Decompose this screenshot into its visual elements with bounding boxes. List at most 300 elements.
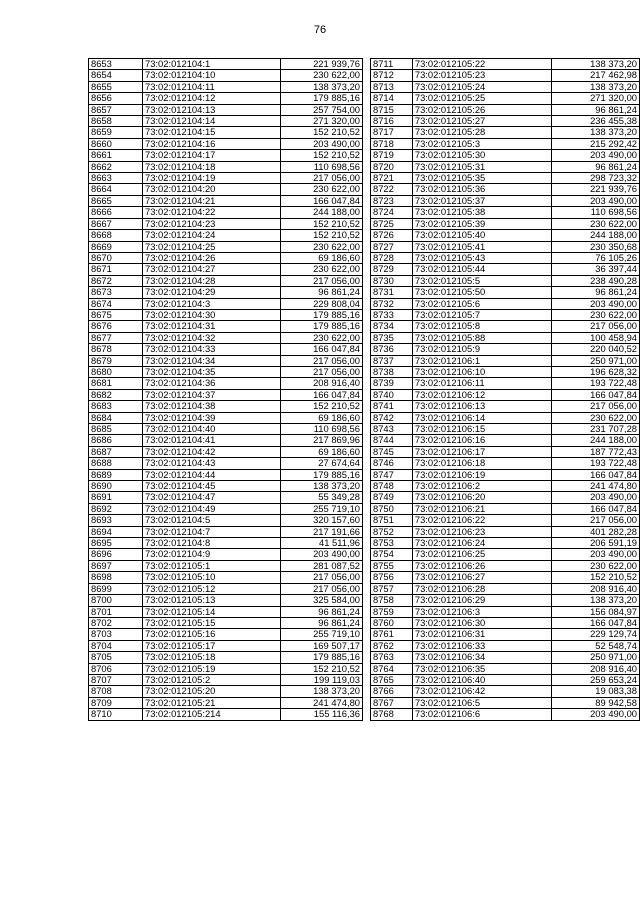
- row-number: 8719: [371, 150, 413, 161]
- cadastral-number: 73:02:012105:2: [143, 674, 281, 685]
- value-cell: 298 723,32: [552, 173, 640, 184]
- table-row: [371, 264, 640, 275]
- cadastral-number: 73:02:012105:44: [412, 264, 551, 275]
- value-cell: 217 056,00: [552, 401, 640, 412]
- table-row: [371, 275, 640, 286]
- row-number: 8664: [89, 184, 143, 195]
- table-row: [89, 492, 363, 503]
- left-table-body: [89, 59, 363, 721]
- value-cell: 271 320,00: [552, 93, 640, 104]
- cadastral-number: 73:02:012106:31: [412, 629, 551, 640]
- row-number: 8690: [89, 481, 143, 492]
- row-number: 8660: [89, 138, 143, 149]
- value-cell: 138 373,20: [281, 686, 363, 697]
- row-number: 8679: [89, 355, 143, 366]
- table-row: [371, 230, 640, 241]
- value-cell: 179 885,16: [281, 93, 363, 104]
- table-row: [371, 458, 640, 469]
- table-row: [89, 560, 363, 571]
- value-cell: 89 942,58: [552, 697, 640, 708]
- value-cell: 259 653,24: [552, 674, 640, 685]
- row-number: 8682: [89, 389, 143, 400]
- value-cell: 166 047,84: [281, 195, 363, 206]
- cadastral-number: 73:02:012106:18: [412, 458, 551, 469]
- row-number: 8705: [89, 652, 143, 663]
- row-number: 8740: [371, 389, 413, 400]
- cadastral-number: 73:02:012104:27: [143, 264, 281, 275]
- cadastral-number: 73:02:012106:35: [412, 663, 551, 674]
- value-cell: 241 474,80: [552, 481, 640, 492]
- row-number: 8655: [89, 81, 143, 92]
- row-number: 8757: [371, 583, 413, 594]
- cadastral-number: 73:02:012104:31: [143, 321, 281, 332]
- value-cell: 230 622,00: [281, 332, 363, 343]
- value-cell: 203 490,00: [552, 709, 640, 720]
- row-number: 8755: [371, 560, 413, 571]
- cadastral-number: 73:02:012104:20: [143, 184, 281, 195]
- value-cell: 206 591,19: [552, 538, 640, 549]
- table-row: [371, 298, 640, 309]
- cadastral-number: 73:02:012104:35: [143, 366, 281, 377]
- row-number: 8747: [371, 469, 413, 480]
- table-row: [371, 138, 640, 149]
- row-number: 8767: [371, 697, 413, 708]
- cadastral-number: 73:02:012106:34: [412, 652, 551, 663]
- value-cell: 217 462,98: [552, 70, 640, 81]
- table-row: [371, 207, 640, 218]
- value-cell: 138 373,20: [552, 127, 640, 138]
- value-cell: 244 188,00: [281, 207, 363, 218]
- cadastral-number: 73:02:012104:33: [143, 344, 281, 355]
- value-cell: 69 186,60: [281, 252, 363, 263]
- table-row: [371, 150, 640, 161]
- table-row: [89, 321, 363, 332]
- cadastral-number: 73:02:012104:21: [143, 195, 281, 206]
- row-number: 8696: [89, 549, 143, 560]
- cadastral-number: 73:02:012105:38: [412, 207, 551, 218]
- table-row: [371, 686, 640, 697]
- row-number: 8688: [89, 458, 143, 469]
- value-cell: 231 707,28: [552, 424, 640, 435]
- cadastral-number: 73:02:012106:30: [412, 617, 551, 628]
- value-cell: 236 455,38: [552, 116, 640, 127]
- value-cell: 110 698,56: [281, 161, 363, 172]
- table-row: [89, 332, 363, 343]
- row-number: 8717: [371, 127, 413, 138]
- row-number: 8758: [371, 595, 413, 606]
- value-cell: 208 916,40: [552, 663, 640, 674]
- table-row: [371, 412, 640, 423]
- row-number: 8661: [89, 150, 143, 161]
- cadastral-number: 73:02:012105:24: [412, 81, 551, 92]
- table-row: [371, 481, 640, 492]
- cadastral-number: 73:02:012106:14: [412, 412, 551, 423]
- cadastral-number: 73:02:012104:41: [143, 435, 281, 446]
- cadastral-number: 73:02:012104:38: [143, 401, 281, 412]
- table-row: [371, 617, 640, 628]
- cadastral-number: 73:02:012104:42: [143, 446, 281, 457]
- table-row: [371, 526, 640, 537]
- row-number: 8737: [371, 355, 413, 366]
- cadastral-number: 73:02:012106:26: [412, 560, 551, 571]
- row-number: 8738: [371, 366, 413, 377]
- cadastral-number: 73:02:012105:3: [412, 138, 551, 149]
- table-row: [89, 195, 363, 206]
- value-cell: 52 548,74: [552, 640, 640, 651]
- right-table-body: [371, 59, 640, 721]
- row-number: 8697: [89, 560, 143, 571]
- row-number: 8761: [371, 629, 413, 640]
- table-row: [89, 366, 363, 377]
- table-row: [89, 458, 363, 469]
- row-number: 8724: [371, 207, 413, 218]
- table-row: [371, 606, 640, 617]
- cadastral-number: 73:02:012104:26: [143, 252, 281, 263]
- table-row: [89, 264, 363, 275]
- value-cell: 203 490,00: [552, 492, 640, 503]
- cadastral-number: 73:02:012105:37: [412, 195, 551, 206]
- value-cell: 138 373,20: [281, 81, 363, 92]
- value-cell: 217 056,00: [281, 173, 363, 184]
- table-row: [89, 503, 363, 514]
- table-row: [371, 127, 640, 138]
- row-number: 8727: [371, 241, 413, 252]
- table-row: [89, 435, 363, 446]
- row-number: 8744: [371, 435, 413, 446]
- row-number: 8693: [89, 515, 143, 526]
- row-number: 8766: [371, 686, 413, 697]
- value-cell: 203 490,00: [281, 549, 363, 560]
- table-row: [371, 378, 640, 389]
- cadastral-number: 73:02:012106:22: [412, 515, 551, 526]
- value-cell: 217 191,66: [281, 526, 363, 537]
- row-number: 8673: [89, 287, 143, 298]
- table-row: [371, 595, 640, 606]
- table-row: [371, 503, 640, 514]
- row-number: 8677: [89, 332, 143, 343]
- cadastral-number: 73:02:012104:43: [143, 458, 281, 469]
- table-row: [371, 629, 640, 640]
- table-row: [89, 572, 363, 583]
- row-number: 8764: [371, 663, 413, 674]
- table-row: [89, 127, 363, 138]
- table-row: [371, 538, 640, 549]
- table-row: [371, 93, 640, 104]
- value-cell: 230 622,00: [281, 264, 363, 275]
- value-cell: 76 105,26: [552, 252, 640, 263]
- cadastral-number: 73:02:012106:19: [412, 469, 551, 480]
- cadastral-number: 73:02:012106:13: [412, 401, 551, 412]
- table-row: [89, 389, 363, 400]
- table-row: [89, 640, 363, 651]
- cadastral-number: 73:02:012104:16: [143, 138, 281, 149]
- value-cell: 36 397,44: [552, 264, 640, 275]
- value-cell: 203 490,00: [552, 150, 640, 161]
- table-row: [371, 184, 640, 195]
- row-number: 8742: [371, 412, 413, 423]
- value-cell: 203 490,00: [552, 549, 640, 560]
- row-number: 8721: [371, 173, 413, 184]
- value-cell: 96 861,24: [281, 606, 363, 617]
- table-row: [89, 298, 363, 309]
- table-row: [371, 355, 640, 366]
- value-cell: 152 210,52: [281, 127, 363, 138]
- value-cell: 229 808,04: [281, 298, 363, 309]
- cadastral-number: 73:02:012106:17: [412, 446, 551, 457]
- table-row: [371, 309, 640, 320]
- row-number: 8687: [89, 446, 143, 457]
- cadastral-number: 73:02:012106:27: [412, 572, 551, 583]
- row-number: 8695: [89, 538, 143, 549]
- table-row: [89, 309, 363, 320]
- value-cell: 69 186,60: [281, 446, 363, 457]
- value-cell: 196 628,32: [552, 366, 640, 377]
- table-row: [371, 173, 640, 184]
- value-cell: 230 622,00: [281, 184, 363, 195]
- row-number: 8745: [371, 446, 413, 457]
- value-cell: 208 916,40: [281, 378, 363, 389]
- row-number: 8715: [371, 104, 413, 115]
- row-number: 8671: [89, 264, 143, 275]
- cadastral-number: 73:02:012104:22: [143, 207, 281, 218]
- cadastral-number: 73:02:012104:39: [143, 412, 281, 423]
- value-cell: 230 622,00: [281, 241, 363, 252]
- value-cell: 96 861,24: [281, 617, 363, 628]
- value-cell: 230 622,00: [552, 309, 640, 320]
- row-number: 8707: [89, 674, 143, 685]
- cadastral-number: 73:02:012106:6: [412, 709, 551, 720]
- row-number: 8698: [89, 572, 143, 583]
- row-number: 8708: [89, 686, 143, 697]
- value-cell: 69 186,60: [281, 412, 363, 423]
- row-number: 8720: [371, 161, 413, 172]
- cadastral-number: 73:02:012105:6: [412, 298, 551, 309]
- cadastral-number: 73:02:012106:10: [412, 366, 551, 377]
- cadastral-number: 73:02:012105:25: [412, 93, 551, 104]
- row-number: 8723: [371, 195, 413, 206]
- table-row: [371, 697, 640, 708]
- cadastral-number: 73:02:012105:13: [143, 595, 281, 606]
- value-cell: 179 885,16: [281, 309, 363, 320]
- value-cell: 179 885,16: [281, 652, 363, 663]
- table-row: [89, 252, 363, 263]
- cadastral-number: 73:02:012104:17: [143, 150, 281, 161]
- value-cell: 193 722,48: [552, 378, 640, 389]
- cadastral-number: 73:02:012105:23: [412, 70, 551, 81]
- cadastral-number: 73:02:012105:35: [412, 173, 551, 184]
- table-row: [371, 424, 640, 435]
- table-row: [89, 70, 363, 81]
- row-number: 8659: [89, 127, 143, 138]
- table-row: [89, 515, 363, 526]
- cadastral-number: 73:02:012104:34: [143, 355, 281, 366]
- row-number: 8657: [89, 104, 143, 115]
- value-cell: 220 040,52: [552, 344, 640, 355]
- table-row: [89, 287, 363, 298]
- value-cell: 96 861,24: [552, 104, 640, 115]
- value-cell: 230 622,00: [552, 560, 640, 571]
- table-row: [89, 606, 363, 617]
- cadastral-number: 73:02:012105:10: [143, 572, 281, 583]
- cadastral-number: 73:02:012104:8: [143, 538, 281, 549]
- row-number: 8752: [371, 526, 413, 537]
- cadastral-number: 73:02:012105:8: [412, 321, 551, 332]
- row-number: 8718: [371, 138, 413, 149]
- value-cell: 257 754,00: [281, 104, 363, 115]
- value-cell: 138 373,20: [552, 81, 640, 92]
- table-row: [89, 378, 363, 389]
- row-number: 8735: [371, 332, 413, 343]
- cadastral-number: 73:02:012106:20: [412, 492, 551, 503]
- table-row: [89, 93, 363, 104]
- value-cell: 27 674,64: [281, 458, 363, 469]
- cadastral-number: 73:02:012104:37: [143, 389, 281, 400]
- row-number: 8734: [371, 321, 413, 332]
- value-cell: 217 056,00: [281, 366, 363, 377]
- cadastral-number: 73:02:012106:11: [412, 378, 551, 389]
- value-cell: 241 474,80: [281, 697, 363, 708]
- value-cell: 203 490,00: [552, 298, 640, 309]
- table-row: [89, 138, 363, 149]
- cadastral-number: 73:02:012106:16: [412, 435, 551, 446]
- cadastral-number: 73:02:012105:9: [412, 344, 551, 355]
- row-number: 8681: [89, 378, 143, 389]
- row-number: 8683: [89, 401, 143, 412]
- row-number: 8743: [371, 424, 413, 435]
- value-cell: 152 210,52: [281, 218, 363, 229]
- cadastral-number: 73:02:012104:28: [143, 275, 281, 286]
- cadastral-number: 73:02:012105:39: [412, 218, 551, 229]
- cadastral-number: 73:02:012104:11: [143, 81, 281, 92]
- table-row: [371, 195, 640, 206]
- cadastral-number: 73:02:012105:88: [412, 332, 551, 343]
- table-row: [371, 446, 640, 457]
- row-number: 8748: [371, 481, 413, 492]
- cadastral-number: 73:02:012104:44: [143, 469, 281, 480]
- value-cell: 217 056,00: [281, 275, 363, 286]
- table-row: [89, 481, 363, 492]
- cadastral-number: 73:02:012104:7: [143, 526, 281, 537]
- value-cell: 199 119,03: [281, 674, 363, 685]
- cadastral-number: 73:02:012105:43: [412, 252, 551, 263]
- value-cell: 100 458,94: [552, 332, 640, 343]
- table-row: [89, 686, 363, 697]
- table-row: [371, 321, 640, 332]
- cadastral-number: 73:02:012105:15: [143, 617, 281, 628]
- cadastral-number: 73:02:012105:40: [412, 230, 551, 241]
- row-number: 8670: [89, 252, 143, 263]
- table-row: [89, 344, 363, 355]
- cadastral-number: 73:02:012104:49: [143, 503, 281, 514]
- row-number: 8711: [371, 59, 413, 70]
- row-number: 8741: [371, 401, 413, 412]
- table-row: [89, 218, 363, 229]
- value-cell: 229 129,74: [552, 629, 640, 640]
- row-number: 8762: [371, 640, 413, 651]
- table-row: [371, 241, 640, 252]
- table-row: [89, 116, 363, 127]
- value-cell: 166 047,84: [552, 389, 640, 400]
- value-cell: 203 490,00: [552, 195, 640, 206]
- value-cell: 166 047,84: [552, 503, 640, 514]
- value-cell: 96 861,24: [281, 287, 363, 298]
- value-cell: 401 282,28: [552, 526, 640, 537]
- cadastral-number: 73:02:012105:16: [143, 629, 281, 640]
- table-row: [89, 104, 363, 115]
- row-number: 8763: [371, 652, 413, 663]
- row-number: 8667: [89, 218, 143, 229]
- table-row: [89, 709, 363, 720]
- table-row: [89, 469, 363, 480]
- table-row: [371, 252, 640, 263]
- cadastral-number: 73:02:012106:2: [412, 481, 551, 492]
- cadastral-number: 73:02:012106:15: [412, 424, 551, 435]
- cadastral-number: 73:02:012106:28: [412, 583, 551, 594]
- cadastral-number: 73:02:012104:47: [143, 492, 281, 503]
- cadastral-number: 73:02:012104:15: [143, 127, 281, 138]
- value-cell: 152 210,52: [281, 401, 363, 412]
- table-row: [89, 81, 363, 92]
- table-row: [371, 218, 640, 229]
- value-cell: 152 210,52: [281, 230, 363, 241]
- row-number: 8674: [89, 298, 143, 309]
- cadastral-number: 73:02:012105:30: [412, 150, 551, 161]
- cadastral-number: 73:02:012106:21: [412, 503, 551, 514]
- row-number: 8653: [89, 59, 143, 70]
- cadastral-number: 73:02:012106:40: [412, 674, 551, 685]
- table-row: [89, 583, 363, 594]
- cadastral-number: 73:02:012105:18: [143, 652, 281, 663]
- cadastral-number: 73:02:012104:5: [143, 515, 281, 526]
- cadastral-number: 73:02:012105:27: [412, 116, 551, 127]
- value-cell: 110 698,56: [281, 424, 363, 435]
- cadastral-number: 73:02:012104:1: [143, 59, 281, 70]
- table-row: [89, 161, 363, 172]
- row-number: 8722: [371, 184, 413, 195]
- table-row: [89, 241, 363, 252]
- row-number: 8739: [371, 378, 413, 389]
- cadastral-number: 73:02:012106:25: [412, 549, 551, 560]
- table-row: [89, 355, 363, 366]
- table-row: [371, 161, 640, 172]
- cadastral-number: 73:02:012105:26: [412, 104, 551, 115]
- table-row: [89, 412, 363, 423]
- row-number: 8689: [89, 469, 143, 480]
- row-number: 8710: [89, 709, 143, 720]
- cadastral-number: 73:02:012104:30: [143, 309, 281, 320]
- row-number: 8662: [89, 161, 143, 172]
- row-number: 8663: [89, 173, 143, 184]
- value-cell: 215 292,42: [552, 138, 640, 149]
- value-cell: 230 622,00: [281, 70, 363, 81]
- row-number: 8709: [89, 697, 143, 708]
- value-cell: 19 083,38: [552, 686, 640, 697]
- cadastral-number: 73:02:012105:17: [143, 640, 281, 651]
- value-cell: 281 087,52: [281, 560, 363, 571]
- table-row: [89, 173, 363, 184]
- row-number: 8759: [371, 606, 413, 617]
- row-number: 8703: [89, 629, 143, 640]
- row-number: 8676: [89, 321, 143, 332]
- page-number: 76: [313, 24, 327, 36]
- table-row: [371, 674, 640, 685]
- cadastral-number: 73:02:012105:14: [143, 606, 281, 617]
- value-cell: 166 047,84: [281, 344, 363, 355]
- cadastral-number: 73:02:012106:29: [412, 595, 551, 606]
- table-row: [371, 59, 640, 70]
- row-number: 8666: [89, 207, 143, 218]
- table-row: [371, 344, 640, 355]
